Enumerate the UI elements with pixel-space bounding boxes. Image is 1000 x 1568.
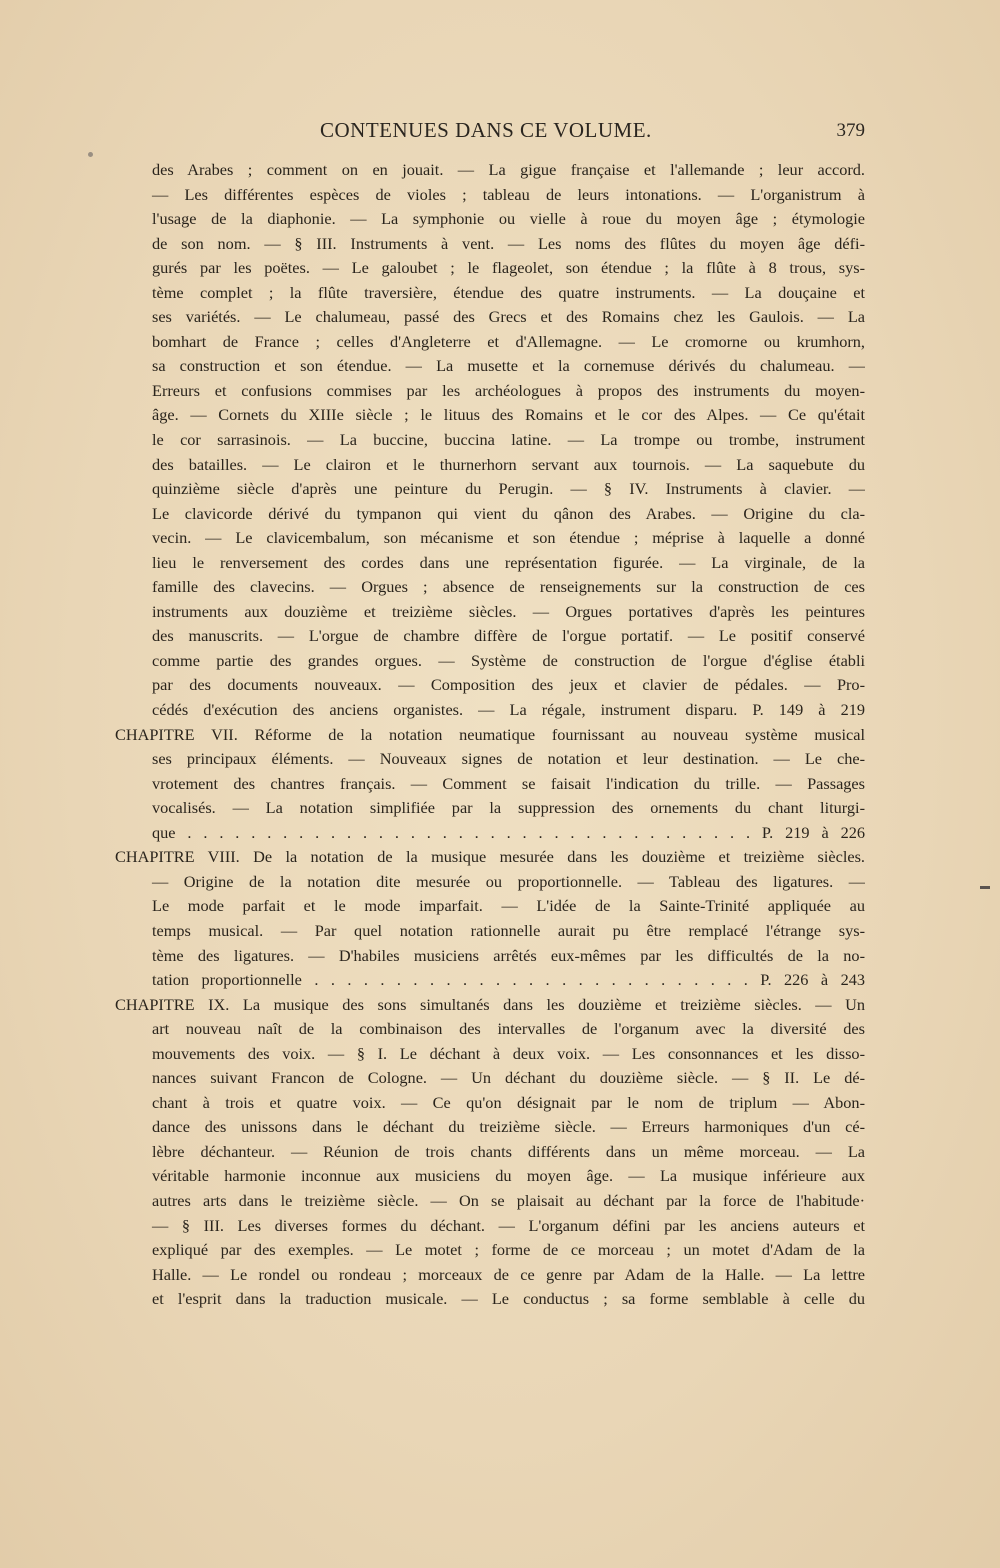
margin-mark (980, 886, 990, 889)
text-line: instruments aux douzième et treizième siècles. — Orgues portatives d'après les peintures (152, 601, 865, 621)
text-line: gurés par les poëtes. — Le galoubet ; le flageolet, son étendue ; la flûte à 8 trous, sys- (152, 258, 865, 278)
page-header (150, 118, 865, 144)
text-line: sa construction et son étendue. — La musette et la cornemuse dérivés du chalumeau. — (152, 356, 865, 376)
text-line: comme partie des grandes orgues. — Système de construction de l'orgue d'église établi (152, 650, 865, 670)
text-line: Erreurs et confusions commises par les archéologues à propos des instruments du moyen- (152, 380, 865, 400)
text-line: Le clavicorde dérivé du tympanon qui vient du qânon des Arabes. — Origine du cla- (152, 503, 865, 523)
text-line: temps musical. — Par quel notation rationnelle aurait pu être remplacé l'étrange sys- (152, 920, 865, 940)
text-line: vecin. — Le clavicembalum, son mécanisme et son étendue ; méprise à laquelle a donné (152, 528, 865, 548)
table-of-contents-text (115, 158, 865, 1498)
text-line: — Les différentes espèces de violes ; tableau de leurs intonations. — L'organistrum à (152, 184, 865, 204)
text-line: des manuscrits. — L'orgue de chambre diffère de l'orgue portatif. — Le positif conservé (152, 626, 865, 646)
text-line: ses principaux éléments. — Nouveaux signes de notation et leur destination. — Le che- (152, 749, 865, 769)
text-line: tation proportionnelle . . . . . . . . . . . . . . . . . . . . . . . . . . . P. 226 à 243 (152, 970, 865, 990)
text-line: mouvements des voix. — § I. Le déchant à deux voix. — Les consonnances et les disso- (152, 1043, 865, 1063)
chapter-heading-line: CHAPITRE IX. La musique des sons simultanés dans les douzième et treizième siècles. — Un (115, 994, 865, 1014)
text-line: âge. — Cornets du XIIIe siècle ; le lituus des Romains et le cor des Alpes. — Ce qu'était (152, 405, 865, 425)
text-line: nances suivant Francon de Cologne. — Un déchant du douzième siècle. — § II. Le dé- (152, 1068, 865, 1088)
text-line: expliqué par des exemples. — Le motet ; forme de ce morceau ; un motet d'Adam de la (152, 1240, 865, 1260)
text-line: lieu le renversement des cordes dans une représentation figurée. — La virginale, de la (152, 552, 865, 572)
text-line: cédés d'exécution des anciens organistes. — La régale, instrument disparu. P. 149 à 219 (152, 700, 865, 720)
text-line: vocalisés. — La notation simplifiée par la suppression des ornements du chant liturgi- (152, 798, 865, 818)
text-line: par des documents nouveaux. — Composition des jeux et clavier de pédales. — Pro- (152, 675, 865, 695)
text-line: chant à trois et quatre voix. — Ce qu'on désignait par le nom de triplum — Abon- (152, 1092, 865, 1112)
text-line: et l'esprit dans la traduction musicale. — Le conductus ; sa forme semblable à celle du (152, 1289, 865, 1309)
text-line: des Arabes ; comment on en jouait. — La gigue française et l'allemande ; leur accord. (152, 160, 865, 179)
text-line: — Origine de la notation dite mesurée ou proportionnelle. — Tableau des ligatures. — (152, 871, 865, 891)
text-line: le cor sarrasinois. — La buccine, buccina latine. — La trompe ou trombe, instrument (152, 430, 865, 450)
text-line: famille des clavecins. — Orgues ; absence de renseignements sur la construction de ces (152, 577, 865, 597)
text-line: ses variétés. — Le chalumeau, passé des Grecs et des Romains chez les Gaulois. — La (152, 307, 865, 327)
chapter-heading-line: CHAPITRE VII. Réforme de la notation neumatique fournissant au nouveau système musical (115, 724, 865, 744)
text-line: de son nom. — § III. Instruments à vent. — Les noms des flûtes du moyen âge défi- (152, 233, 865, 253)
text-line: art nouveau naît de la combinaison des intervalles de l'organum avec la diversité des (152, 1019, 865, 1039)
text-line: tème complet ; la flûte traversière, étendue des quatre instruments. — La douçaine et (152, 282, 865, 302)
text-line: vrotement des chantres français. — Comment se faisait l'indication du trille. — Passages (152, 773, 865, 793)
text-line: l'usage de la diaphonie. — La symphonie ou vielle à roue du moyen âge ; étymologie (152, 209, 865, 229)
text-line: tème des ligatures. — D'habiles musiciens arrêtés eux-mêmes par les difficultés de la no- (152, 945, 865, 965)
text-line: que . . . . . . . . . . . . . . . . . . . . . . . . . . . . . . . . . . . . P. 219 à 226 (152, 822, 865, 842)
ink-spot (88, 152, 93, 157)
chapter-heading-line: CHAPITRE VIII. De la notation de la musique mesurée dans les douzième et treizième siècles. (115, 847, 865, 867)
text-line: des batailles. — Le clairon et le thurnerhorn servant aux tournois. — La saquebute du (152, 454, 865, 474)
page-number: 379 (836, 120, 865, 141)
text-line: — § III. Les diverses formes du déchant. — L'organum défini par les anciens auteurs et (152, 1215, 865, 1235)
text-line: lèbre déchanteur. — Réunion de trois chants différents dans un même morceau. — La (152, 1141, 865, 1161)
text-line: autres arts dans le treizième siècle. — On se plaisait au déchant par la force de l'habitude· (152, 1190, 865, 1210)
text-line: quinzième siècle d'après une peinture du Perugin. — § IV. Instruments à clavier. — (152, 479, 865, 499)
text-line: Le mode parfait et le mode imparfait. — L'idée de la Sainte-Trinité appliquée au (152, 896, 865, 916)
running-title: CONTENUES DANS CE VOLUME. (320, 118, 652, 142)
text-line: dance des unissons dans le déchant du treizième siècle. — Erreurs harmoniques d'un cé- (152, 1117, 865, 1137)
text-line: véritable harmonie inconnue aux musiciens du moyen âge. — La musique inférieure aux (152, 1166, 865, 1186)
text-line: bomhart de France ; celles d'Angleterre et d'Allemagne. — Le cromorne ou krumhorn, (152, 331, 865, 351)
text-line: Halle. — Le rondel ou rondeau ; morceaux de ce genre par Adam de la Halle. — La lettre (152, 1264, 865, 1284)
